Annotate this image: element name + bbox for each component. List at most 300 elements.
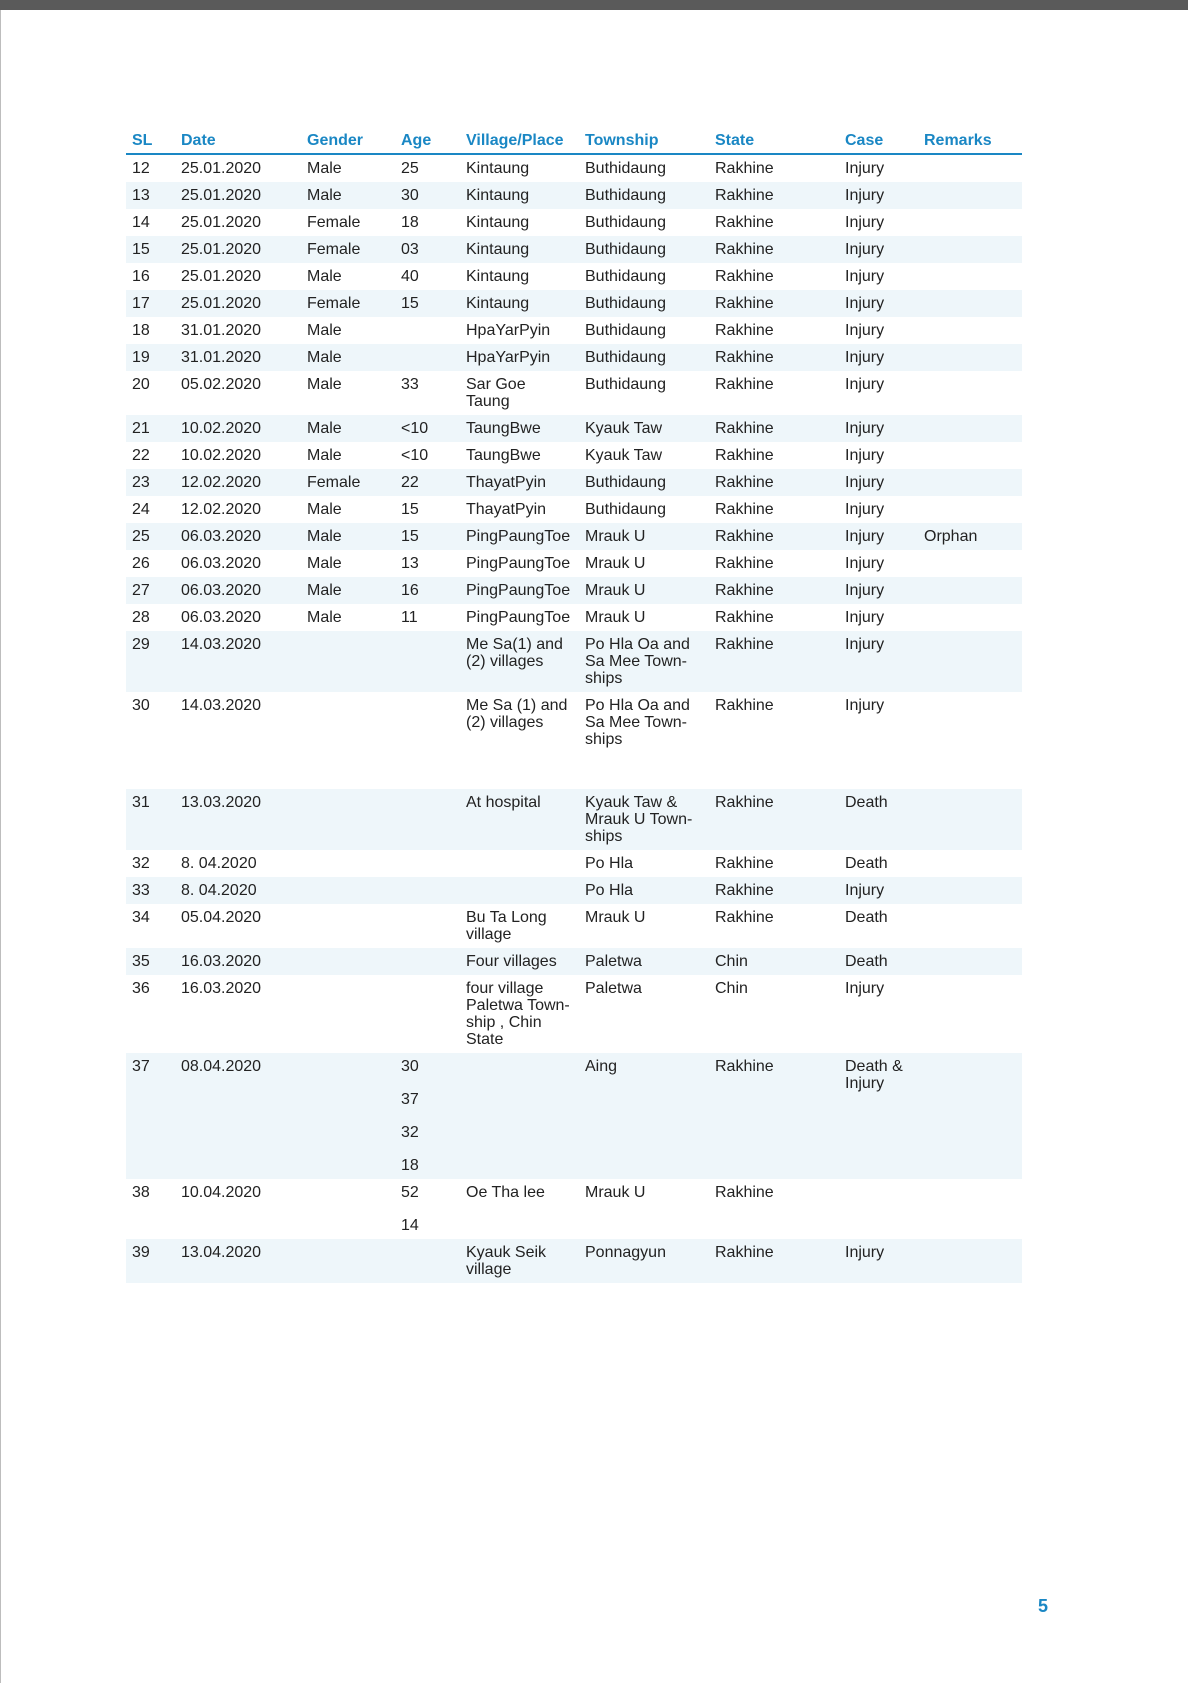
table-row [126, 154, 1022, 182]
cell-gender: Female [301, 290, 395, 317]
cell-case: Injury [845, 555, 885, 572]
cell-age [395, 948, 460, 975]
cell-township: Buthidaung [579, 236, 709, 263]
cell-case: Death [845, 909, 888, 926]
age-value: 16 [401, 582, 419, 599]
cell-village: Sar Goe Taung [466, 376, 526, 410]
cell-village: Kyauk Seik village [460, 1239, 579, 1283]
cell-date: 12.02.2020 [175, 469, 301, 496]
cell-state: Rakhine [715, 447, 774, 464]
cell-township: Paletwa [585, 980, 642, 997]
cell-remarks [918, 789, 1022, 850]
table-row [126, 442, 1022, 469]
cell-village: Kintaung [460, 236, 579, 263]
cell-remarks [918, 850, 1022, 877]
cell-gender: Male [301, 182, 395, 209]
cell-case: Injury [845, 447, 885, 464]
cell-age [395, 577, 460, 604]
cell-state: Rakhine [709, 877, 839, 904]
cell-date: 10.02.2020 [175, 415, 301, 442]
cell-township: Mrauk U [585, 555, 646, 572]
cell-age [395, 904, 460, 948]
cell-sl: 18 [132, 322, 150, 339]
cell-remarks [918, 1239, 1022, 1283]
cell-gender: Male [307, 322, 342, 339]
cell-gender [301, 877, 395, 904]
cell-gender [301, 975, 395, 1053]
cell-age [395, 877, 460, 904]
cell-age [395, 469, 460, 496]
cell-age [395, 442, 460, 469]
cell-age [395, 263, 460, 290]
age-value: 22 [401, 474, 419, 491]
cell-gender: Male [307, 160, 342, 177]
cell-date: 25.01.2020 [181, 160, 262, 177]
age-value: 52 [401, 1184, 419, 1201]
cell-age [395, 1179, 460, 1239]
cell-gender [301, 1179, 395, 1239]
cell-remarks [918, 975, 1022, 1053]
age-value: 15 [401, 501, 419, 518]
cell-village [460, 877, 579, 904]
table-row [126, 209, 1022, 236]
cell-village: At hospital [460, 789, 579, 850]
cell-case: Injury [845, 214, 885, 231]
cell-village: TaungBwe [460, 415, 579, 442]
cell-gender: Female [301, 469, 395, 496]
cell-age [395, 496, 460, 523]
cell-township: Po Hla Oa and Sa Mee Town-ships [579, 631, 709, 692]
column-header-township: Township [579, 128, 709, 154]
cell-village: HpaYarPyin [466, 322, 551, 339]
table-row [126, 877, 1022, 904]
cell-township: Aing [579, 1053, 709, 1179]
cell-case: Injury [845, 376, 885, 393]
cell-state: Rakhine [709, 1053, 839, 1179]
cell-date: 8. 04.2020 [181, 855, 257, 872]
page-left-edge [0, 10, 1, 1683]
cell-date: 25.01.2020 [175, 236, 301, 263]
cell-state: Rakhine [715, 501, 774, 518]
cell-state: Rakhine [715, 609, 774, 626]
cell-township: Mrauk U [579, 577, 709, 604]
cell-gender [301, 850, 395, 877]
cell-township: Mrauk U [585, 909, 646, 926]
cell-age [395, 182, 460, 209]
table-row [126, 469, 1022, 496]
cell-village: ThayatPyin [466, 501, 547, 518]
cell-case: Injury [839, 469, 918, 496]
cell-remarks [918, 371, 1022, 415]
cell-age [395, 415, 460, 442]
cell-case: Injury [839, 236, 918, 263]
cell-village [460, 1053, 579, 1179]
cell-sl: 39 [126, 1239, 175, 1283]
cell-sl: 29 [126, 631, 175, 692]
cell-township: Ponnagyun [579, 1239, 709, 1283]
age-value: 37 [401, 1091, 419, 1108]
cell-township: Buthidaung [579, 182, 709, 209]
incident-table [126, 128, 1022, 1283]
age-value: 32 [401, 1124, 419, 1141]
cell-date: 31.01.2020 [175, 344, 301, 371]
column-header-village: Village/Place [460, 128, 579, 154]
table-row [126, 1053, 1022, 1179]
cell-case: Injury [839, 523, 918, 550]
cell-township: Buthidaung [585, 160, 666, 177]
cell-remarks [918, 209, 1022, 236]
cell-state: Rakhine [715, 909, 774, 926]
cell-gender: Male [307, 609, 342, 626]
cell-state: Rakhine [715, 697, 774, 714]
cell-gender: Male [301, 523, 395, 550]
cell-date: 14.03.2020 [175, 631, 301, 692]
cell-state: Rakhine [709, 415, 839, 442]
cell-age [395, 604, 460, 631]
table-row [126, 344, 1022, 371]
cell-sl: 38 [132, 1184, 150, 1201]
table-row [126, 975, 1022, 1053]
cell-age [395, 1053, 460, 1179]
cell-township: Buthidaung [585, 376, 666, 393]
cell-township: Buthidaung [579, 344, 709, 371]
cell-gender: Female [307, 214, 361, 231]
cell-case: Injury [839, 631, 918, 692]
cell-remarks [918, 344, 1022, 371]
cell-township: Buthidaung [585, 501, 666, 518]
cell-gender: Male [301, 344, 395, 371]
cell-village: Me Sa (1) and (2) villages [466, 697, 568, 731]
cell-age [395, 850, 460, 877]
cell-sl: 36 [132, 980, 150, 997]
cell-township: Buthidaung [585, 322, 666, 339]
cell-case: Injury [839, 1239, 918, 1283]
cell-remarks: Orphan [918, 523, 1022, 550]
cell-sl: 33 [126, 877, 175, 904]
cell-remarks [918, 236, 1022, 263]
table-row [126, 263, 1022, 290]
table-row [126, 604, 1022, 631]
table-row [126, 789, 1022, 850]
cell-remarks [918, 631, 1022, 692]
cell-gender: Male [307, 501, 342, 518]
cell-gender: Male [307, 268, 342, 285]
cell-date: 06.03.2020 [175, 577, 301, 604]
table-row [126, 496, 1022, 523]
cell-date: 25.01.2020 [175, 182, 301, 209]
cell-sl: 15 [126, 236, 175, 263]
cell-gender: Male [301, 415, 395, 442]
cell-state: Rakhine [709, 344, 839, 371]
column-header-sl: SL [126, 128, 175, 154]
cell-state: Rakhine [709, 182, 839, 209]
cell-township: Kyauk Taw & Mrauk U Town-ships [579, 789, 709, 850]
cell-state: Rakhine [709, 789, 839, 850]
cell-sl: 34 [132, 909, 150, 926]
cell-date: 10.02.2020 [181, 447, 262, 464]
cell-village: PingPaungToe [460, 577, 579, 604]
table-row [126, 371, 1022, 415]
cell-state: Rakhine [709, 236, 839, 263]
cell-village [460, 850, 579, 877]
cell-state: Rakhine [715, 376, 774, 393]
cell-township: Po Hla Oa and Sa Mee Town-ships [585, 697, 690, 748]
column-header-gender: Gender [301, 128, 395, 154]
column-header-case: Case [839, 128, 918, 154]
viewer-top-bar [0, 0, 1188, 10]
cell-township: Kyauk Taw [585, 447, 663, 464]
cell-gender: Male [307, 376, 342, 393]
cell-remarks [918, 550, 1022, 577]
cell-remarks [918, 182, 1022, 209]
age-value: 14 [401, 1217, 419, 1234]
cell-state: Rakhine [715, 268, 774, 285]
cell-gender [301, 692, 395, 789]
cell-remarks [918, 604, 1022, 631]
cell-date: 8. 04.2020 [175, 877, 301, 904]
cell-state: Rakhine [709, 523, 839, 550]
cell-sl: 30 [132, 697, 150, 714]
table-row [126, 182, 1022, 209]
cell-case: Injury [839, 577, 918, 604]
cell-age [395, 789, 460, 850]
cell-date: 25.01.2020 [181, 214, 262, 231]
table-row [126, 577, 1022, 604]
cell-date: 05.02.2020 [181, 376, 262, 393]
cell-sl: 16 [132, 268, 150, 285]
cell-sl: 26 [132, 555, 150, 572]
cell-date: 10.04.2020 [181, 1184, 262, 1201]
table-row [126, 631, 1022, 692]
cell-date: 13.04.2020 [175, 1239, 301, 1283]
age-value: 25 [401, 160, 419, 177]
cell-remarks [918, 469, 1022, 496]
age-value: 40 [401, 268, 419, 285]
table-row [126, 317, 1022, 344]
cell-age [395, 344, 460, 371]
cell-village: PingPaungToe [466, 609, 571, 626]
cell-state: Rakhine [709, 469, 839, 496]
cell-township: Buthidaung [585, 268, 666, 285]
cell-remarks [918, 263, 1022, 290]
cell-case: Injury [839, 415, 918, 442]
cell-case: Injury [845, 322, 885, 339]
cell-date: 31.01.2020 [181, 322, 262, 339]
cell-sl: 13 [126, 182, 175, 209]
cell-age [395, 523, 460, 550]
cell-sl: 17 [126, 290, 175, 317]
cell-remarks [918, 692, 1022, 789]
cell-state: Rakhine [715, 322, 774, 339]
cell-case: Injury [845, 697, 885, 714]
cell-village: HpaYarPyin [460, 344, 579, 371]
cell-village: Kintaung [460, 182, 579, 209]
cell-date: 16.03.2020 [175, 948, 301, 975]
cell-remarks [918, 1053, 1022, 1179]
cell-township: Mrauk U [579, 523, 709, 550]
cell-remarks [918, 1179, 1022, 1239]
age-value: <10 [401, 420, 429, 437]
age-value: 18 [401, 1157, 419, 1174]
cell-case: Injury [845, 980, 885, 997]
cell-state: Chin [715, 980, 748, 997]
cell-state: Rakhine [709, 290, 839, 317]
cell-village: PingPaungToe [460, 523, 579, 550]
cell-case: Injury [845, 160, 885, 177]
cell-township: Mrauk U [585, 1184, 646, 1201]
cell-sl: 32 [132, 855, 150, 872]
cell-age [395, 371, 460, 415]
cell-village: Bu Ta Long village [466, 909, 547, 943]
cell-village: Four villages [460, 948, 579, 975]
cell-gender: Male [307, 555, 342, 572]
cell-village: four village Paletwa Town-ship , Chin State [466, 980, 570, 1048]
cell-remarks [918, 496, 1022, 523]
age-value: 18 [401, 214, 419, 231]
cell-sl: 37 [126, 1053, 175, 1179]
age-value: 03 [401, 241, 419, 258]
cell-village: ThayatPyin [460, 469, 579, 496]
cell-age [395, 209, 460, 236]
cell-village: Oe Tha lee [466, 1184, 545, 1201]
cell-date: 25.01.2020 [175, 290, 301, 317]
cell-age [395, 290, 460, 317]
cell-village: Kintaung [460, 290, 579, 317]
cell-age [395, 692, 460, 789]
cell-remarks [918, 415, 1022, 442]
cell-case: Injury [839, 182, 918, 209]
age-value: 11 [401, 609, 418, 626]
cell-remarks [918, 317, 1022, 344]
cell-state: Rakhine [709, 1239, 839, 1283]
cell-sl: 21 [126, 415, 175, 442]
cell-gender [301, 631, 395, 692]
cell-sl: 22 [132, 447, 150, 464]
table-row [126, 948, 1022, 975]
cell-remarks [918, 442, 1022, 469]
cell-township: Po Hla [579, 877, 709, 904]
age-value: 33 [401, 376, 419, 393]
cell-sl: 19 [126, 344, 175, 371]
cell-township: Po Hla [585, 855, 634, 872]
cell-gender [301, 904, 395, 948]
table-row [126, 236, 1022, 263]
cell-date: 16.03.2020 [181, 980, 262, 997]
age-value: 15 [401, 528, 419, 545]
cell-sl: 35 [126, 948, 175, 975]
cell-gender [301, 948, 395, 975]
table-row [126, 1179, 1022, 1239]
cell-township: Kyauk Taw [579, 415, 709, 442]
column-header-date: Date [175, 128, 301, 154]
column-header-age: Age [395, 128, 460, 154]
cell-state: Chin [709, 948, 839, 975]
cell-case [839, 1179, 918, 1239]
age-value: 15 [401, 295, 419, 312]
cell-sl: 31 [126, 789, 175, 850]
cell-case: Death [839, 948, 918, 975]
cell-date: 14.03.2020 [181, 697, 262, 714]
cell-remarks [918, 877, 1022, 904]
cell-township: Buthidaung [579, 290, 709, 317]
cell-township: Paletwa [579, 948, 709, 975]
table-row [126, 415, 1022, 442]
cell-township: Buthidaung [585, 214, 666, 231]
cell-remarks [918, 904, 1022, 948]
cell-age [395, 154, 460, 182]
cell-sl: 28 [132, 609, 150, 626]
cell-case: Injury [839, 877, 918, 904]
cell-age [395, 1239, 460, 1283]
page-number: 5 [1037, 1596, 1048, 1616]
cell-gender: Male [307, 447, 342, 464]
cell-age [395, 975, 460, 1053]
cell-village: Me Sa(1) and (2) villages [460, 631, 579, 692]
table-row [126, 523, 1022, 550]
cell-gender: Female [301, 236, 395, 263]
cell-township: Buthidaung [579, 469, 709, 496]
table-row [126, 550, 1022, 577]
cell-village: TaungBwe [466, 447, 541, 464]
table-row [126, 290, 1022, 317]
cell-sl: 24 [132, 501, 150, 518]
cell-remarks [918, 577, 1022, 604]
age-value: 30 [401, 187, 419, 204]
table-row [126, 850, 1022, 877]
cell-state: Rakhine [709, 631, 839, 692]
cell-gender [301, 789, 395, 850]
cell-date: 13.03.2020 [175, 789, 301, 850]
cell-age [395, 631, 460, 692]
cell-sl: 12 [132, 160, 150, 177]
cell-sl: 23 [126, 469, 175, 496]
cell-case: Injury [845, 501, 885, 518]
table-row [126, 692, 1022, 789]
age-value: <10 [401, 447, 429, 464]
age-value: 13 [401, 555, 419, 572]
cell-gender [301, 1053, 395, 1179]
cell-date: 25.01.2020 [181, 268, 262, 285]
cell-case: Injury [839, 290, 918, 317]
cell-date: 08.04.2020 [175, 1053, 301, 1179]
cell-gender: Male [301, 577, 395, 604]
cell-date: 05.04.2020 [181, 909, 262, 926]
cell-case: Death [845, 855, 888, 872]
cell-case: Injury [845, 268, 885, 285]
cell-date: 06.03.2020 [181, 609, 262, 626]
cell-village: Kintaung [466, 268, 530, 285]
cell-gender [301, 1239, 395, 1283]
cell-age [395, 317, 460, 344]
cell-state: Rakhine [709, 577, 839, 604]
table-body [126, 154, 1022, 1283]
cell-sl: 20 [132, 376, 150, 393]
table-row [126, 1239, 1022, 1283]
cell-case: Injury [845, 609, 885, 626]
cell-village: PingPaungToe [466, 555, 571, 572]
cell-date: 12.02.2020 [181, 501, 262, 518]
cell-sl: 14 [132, 214, 150, 231]
cell-township: Mrauk U [585, 609, 646, 626]
column-header-state: State [709, 128, 839, 154]
cell-remarks [918, 154, 1022, 182]
cell-date: 06.03.2020 [181, 555, 262, 572]
cell-village: Kintaung [466, 160, 530, 177]
cell-sl: 25 [126, 523, 175, 550]
table-row [126, 904, 1022, 948]
cell-age [395, 236, 460, 263]
age-value: 30 [401, 1058, 419, 1075]
